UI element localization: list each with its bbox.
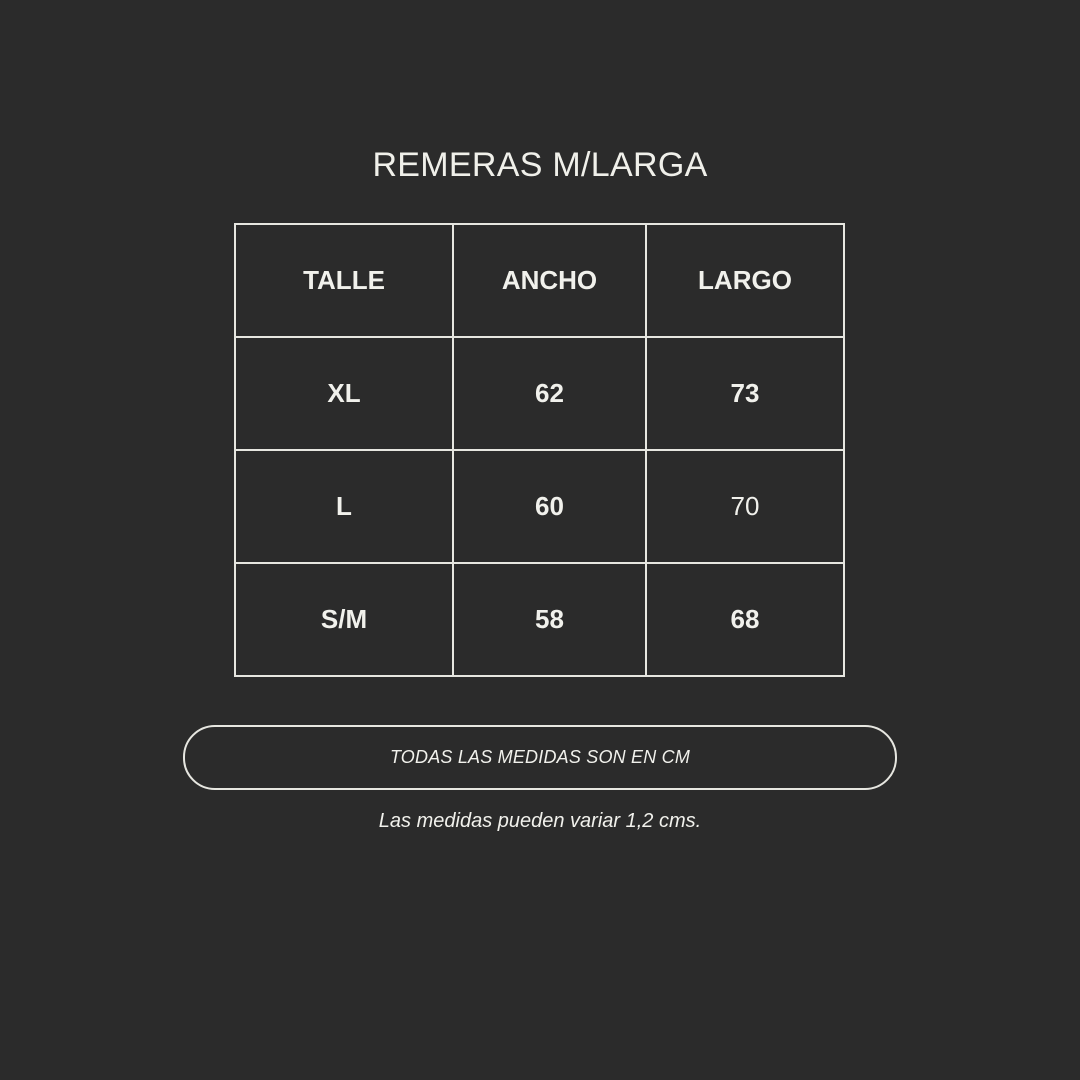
cell-ancho: 58 — [453, 563, 646, 676]
size-chart-table — [234, 223, 845, 677]
cell-talle: S/M — [235, 563, 453, 676]
page-title: REMERAS M/LARGA — [372, 146, 708, 184]
cell-talle: L — [235, 450, 453, 563]
header-ancho: ANCHO — [453, 224, 646, 337]
table-row — [235, 563, 844, 676]
units-note — [183, 725, 897, 790]
cell-largo: 70 — [646, 450, 844, 563]
cell-largo: 68 — [646, 563, 844, 676]
units-note-text: TODAS LAS MEDIDAS SON EN CM — [389, 747, 691, 767]
header-largo: LARGO — [646, 224, 844, 337]
table-row — [235, 337, 844, 450]
cell-largo: 73 — [646, 337, 844, 450]
disclaimer-text: Las medidas pueden variar 1,2 cms. — [378, 810, 702, 832]
cell-talle: XL — [235, 337, 453, 450]
table-header-row — [235, 224, 844, 337]
table-row — [235, 450, 844, 563]
header-talle: TALLE — [235, 224, 453, 337]
cell-ancho: 62 — [453, 337, 646, 450]
cell-ancho: 60 — [453, 450, 646, 563]
